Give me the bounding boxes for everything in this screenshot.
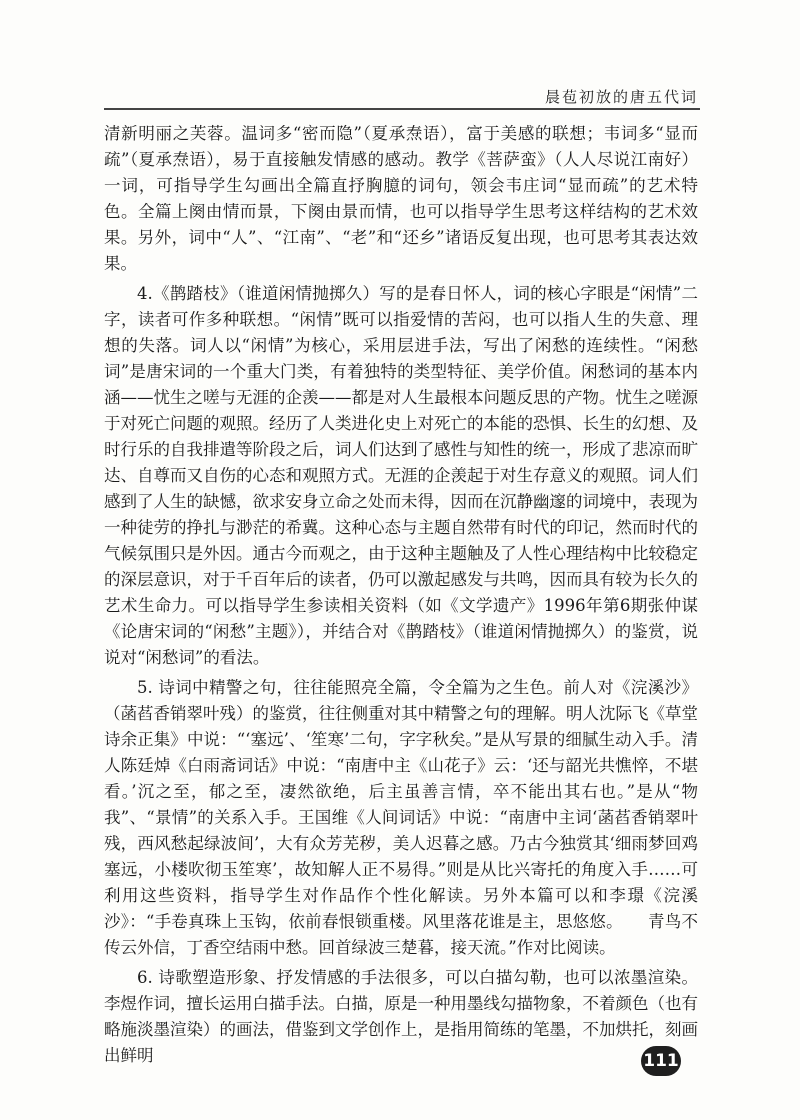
paragraph-6: 6. 诗歌塑造形象、抒发情感的手法很多，可以白描勾勒，也可以浓墨渲染。李煜作词，擅长运用白描手法。白描，原是一种用墨线勾描物象，不着颜色（也有略施淡墨渲染）的画法，借鉴到文学创作上，是指用简练的笔墨，不加烘托，刻画出鲜明 bbox=[104, 968, 698, 1065]
page-number: 111 bbox=[641, 1046, 681, 1076]
running-head-title: 晨苞初放的唐五代词 bbox=[544, 88, 698, 106]
paragraph-4: 4.《鹊踏枝》（谁道闲情抛掷久）写的是春日怀人，词的核心字眼是“闲情”二字，读者可作多种联想。“闲情”既可以指爱情的苦闷，也可以指人生的失意、理想的失落。词人以“闲情”为核心，采用层进手法，写出了闲愁的连续性。“闲愁词”是唐宋词的一个重大门类，有着独特的类型特征、美学价值。闲愁词的基本内涵——忧生之嗟与无涯的企羡——都是对人生最根本问题反思的产物。忧生之嗟源于对死亡问题的观照。经历了人类进化史上对死亡的本能的恐惧、长生的幻想、及时行乐的自我排遣等阶段之后，词人们达到了感性与知性的统一，形成了悲凉而旷达、自尊而又自伤的心态和观照方式。无涯的企羡起于对生存意义的观照。词人们感到了人生的缺憾，欲求安身立命之处而未得，因而在沉静幽邃的词境中，表现为一种徒劳的挣扎与渺茫的希冀。这种心态与主题自然带有时代的印记，然而时代的气候氛围只是外因。通古今而观之，由于这种主题触及了人性心理结构中比较稳定的深层意识，对于千百年后的读者，仍可以激起感发与共鸣，因而具有较为长久的艺术生命力。可以指导学生参读相关资料（如《文学遗产》1996年第6期张仲谋《论唐宋词的“闲愁”主题》），并结合对《鹊踏枝》（谁道闲情抛掷久）的鉴赏，说说对“闲愁词”的看法。 bbox=[104, 284, 698, 667]
paragraph-continued: 清新明丽之芙蓉。温词多“密而隐”（夏承焘语），富于美感的联想；韦词多“显而疏”（夏承焘语），易于直接触发情感的感动。教学《菩萨蛮》（人人尽说江南好）一词，可指导学生勾画出全篇直抒胸臆的词句，领会韦庄词“显而疏”的艺术特色。全篇上阕由情而景，下阕由景而情，也可以指导学生思考这样结构的艺术效果。另外，词中“人”、“江南”、“老”和“还乡”诸语反复出现，也可思考其表达效果。 bbox=[104, 124, 698, 273]
header-rule bbox=[104, 108, 700, 110]
paragraph-5: 5. 诗词中精警之句，往往能照亮全篇，令全篇为之生色。前人对《浣溪沙》（菡萏香销翠叶残）的鉴赏，往往侧重对其中精警之句的理解。明人沈际飞《草堂诗余正集》中说：“‘塞远’、‘笙寒’二句，字字秋矣。”是从写景的细腻生动入手。清人陈廷焯《白雨斋词话》中说：“南唐中主《山花子》云：‘还与韶光共憔悴，不堪看。’沉之至，郁之至，凄然欲绝，后主虽善言情，卒不能出其右也。”是从“物我”、“景情”的关系入手。王国维《人间词话》中说：“南唐中主词‘菡萏香销翠叶残，西风愁起绿波间’，大有众芳芜秽，美人迟暮之感。乃古今独赏其‘细雨梦回鸡塞远，小楼吹彻玉笙寒’，故知解人正不易得。”则是从比兴寄托的角度入手……可利用这些资料，指导学生对作品作个性化解读。另外本篇可以和李璟《浣溪沙》：“手卷真珠上玉钩，依前春恨锁重楼。风里落花谁是主，思悠悠。 青鸟不传云外信，丁香空结雨中愁。回首绿波三楚暮，接天流。”作对比阅读。 bbox=[104, 678, 698, 957]
body-text bbox=[104, 121, 698, 1069]
